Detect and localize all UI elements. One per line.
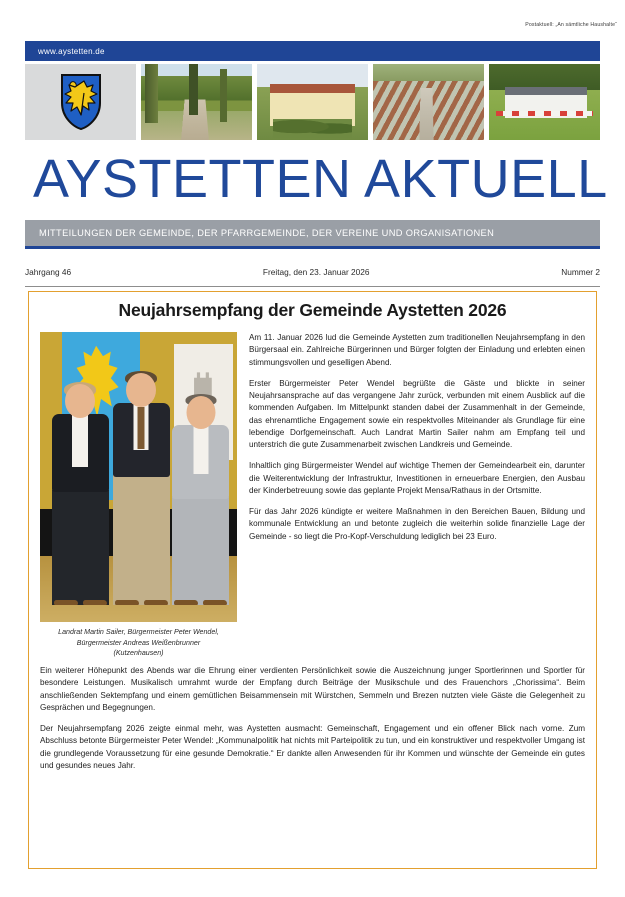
person-head (65, 384, 95, 418)
person-shoe-left (54, 600, 78, 605)
article-column-text (249, 332, 585, 543)
issue-volume: Jahrgang 46 (25, 267, 72, 277)
article-full-width-text (40, 665, 585, 772)
person-martin-sailer (52, 384, 109, 610)
article-paragraph: Am 11. Januar 2026 lud die Gemeinde Aystetten zum traditionellen Neujahrsempfang in den Bürgersaal ein. Zahlreiche Bürgerinnen und Bürger folgten der Einladung und erlebten einen stimmungsvollen und geselligen Abend. (249, 333, 585, 367)
coat-of-arms-image (25, 64, 136, 140)
article-figure (40, 332, 237, 658)
person-shoe-left (174, 600, 198, 605)
person-head (186, 396, 215, 429)
coat-of-arms-icon (60, 73, 102, 131)
article-paragraph: Der Neujahrsempfang 2026 zeigte einmal mehr, was Aystetten ausmacht: Gemeinschaft, Engagement und ein offener Blick nach vorne. Zum Abschluss betonte Bürgermeister Peter Wendel: „Kommunalpolitik hat nichts mit Parteipolitik zu tun, und ein konstruktiver und respektvoller Umgang ist die grundlegende Voraussetzung für eine gesunde Demokratie.“ Er dankte allen Anwesenden für ihr Kommen und wünschte der Gemeinde ein gutes und gesundes neues Jahr. (40, 724, 585, 770)
issue-number: Nummer 2 (561, 267, 600, 277)
person-tie (138, 407, 145, 449)
website-bar (25, 41, 600, 61)
photo-caption (40, 627, 237, 658)
article-headline: Neujahrsempfang der Gemeinde Aystetten 2026 (118, 300, 507, 320)
subtitle-bar (25, 220, 600, 249)
village-aerial-image (373, 64, 484, 140)
person-head (126, 373, 156, 407)
photo-caption-line-3: (Kutzenhausen) (113, 648, 164, 657)
article-paragraph: Für das Jahr 2026 kündigte er weitere Maßnahmen in den Bereichen Bauen, Bildung und kommunale Entwicklung an und betonte zugleich die weiterhin solide finanzielle Lage der Gemeinde - so liegt die Pro-Kopf-Verschuldung lediglich bei 23 Euro. (249, 507, 585, 541)
photo-caption-line-2: Bürgermeister Andreas Weißenbrunner (76, 638, 201, 647)
person-andreas-weissenbrunner (172, 396, 229, 611)
person-legs (113, 475, 170, 605)
group-photo-image (40, 332, 237, 622)
sports-hall-image (489, 64, 600, 140)
person-shoe-right (144, 600, 168, 605)
issue-info-line (25, 262, 600, 287)
person-peter-wendel (113, 373, 170, 611)
issue-date: Freitag, den 23. Januar 2026 (262, 267, 370, 277)
article-top-block (40, 332, 585, 658)
article-container (28, 291, 597, 869)
postal-notice: Postaktuell: „An sämtliche Haushalte“ (525, 22, 617, 28)
website-url[interactable]: www.aystetten.de (38, 46, 105, 56)
person-shoe-right (203, 600, 227, 605)
subtitle-text: MITTEILUNGEN DER GEMEINDE, DER PFARRGEMEINDE, DER VEREINE UND ORGANISATIONEN (39, 228, 495, 238)
person-shoe-right (83, 600, 107, 605)
article-paragraph: Inhaltlich ging Bürgermeister Wendel auf wichtige Themen der Gemeindearbeit ein, darunter die Weiterentwicklung der Infrastruktur, Investitionen in erneuerbare Energien, den Ausbau der Kinderbetreuung sowie das geplante Projekt Mensa/Rathaus in der Ortsmitte. (249, 461, 585, 495)
yellow-building-image (257, 64, 368, 140)
article-paragraph: Ein weiterer Höhepunkt des Abends war die Ehrung einer verdienten Persönlichkeit sowie die Auszeichnung junger Sportlerinnen und Sportler für besondere Leistungen. Musikalisch umrahmt wurde der Empfang durch Beiträge der Musikschule und des Frauenchors „Chorissima“. Beim anschließenden Sektempfang und einem gemütlichen Beisammensein mit Würstchen, Semmeln und Brezen nutzten viele Gäste die Gelegenheit zu Gesprächen und Begegnungen. (40, 666, 585, 712)
person-legs (52, 490, 109, 604)
photo-caption-line-1: Landrat Martin Sailer, Bürgermeister Peter Wendel, (58, 628, 219, 637)
person-legs (172, 497, 229, 605)
forest-path-image (141, 64, 252, 140)
header-photo-strip (25, 64, 600, 140)
person-shirt (193, 426, 208, 474)
person-shoe-left (115, 600, 139, 605)
masthead-title: AYSTETTEN AKTUELL (33, 149, 608, 209)
person-shirt (72, 415, 88, 467)
article-paragraph: Erster Bürgermeister Peter Wendel begrüßte die Gäste und blickte in seiner Neujahrsansprache auf das vergangene Jahr zurück, verbunden mit einem Ausblick auf die kommenden Aufgaben. Im Mittelpunkt standen dabei der Zusammenhalt in der Gemeinde, das ehrenamtliche Engagement sowie ein respektvolles Miteinander als Grundlage für eine lebendige Dorfgemeinschaft. Auch Landrat Martin Sailer nahm am Empfang teil und unterstrich die gute Zusammenarbeit zwischen Landkreis und Gemeinde. (249, 378, 585, 450)
